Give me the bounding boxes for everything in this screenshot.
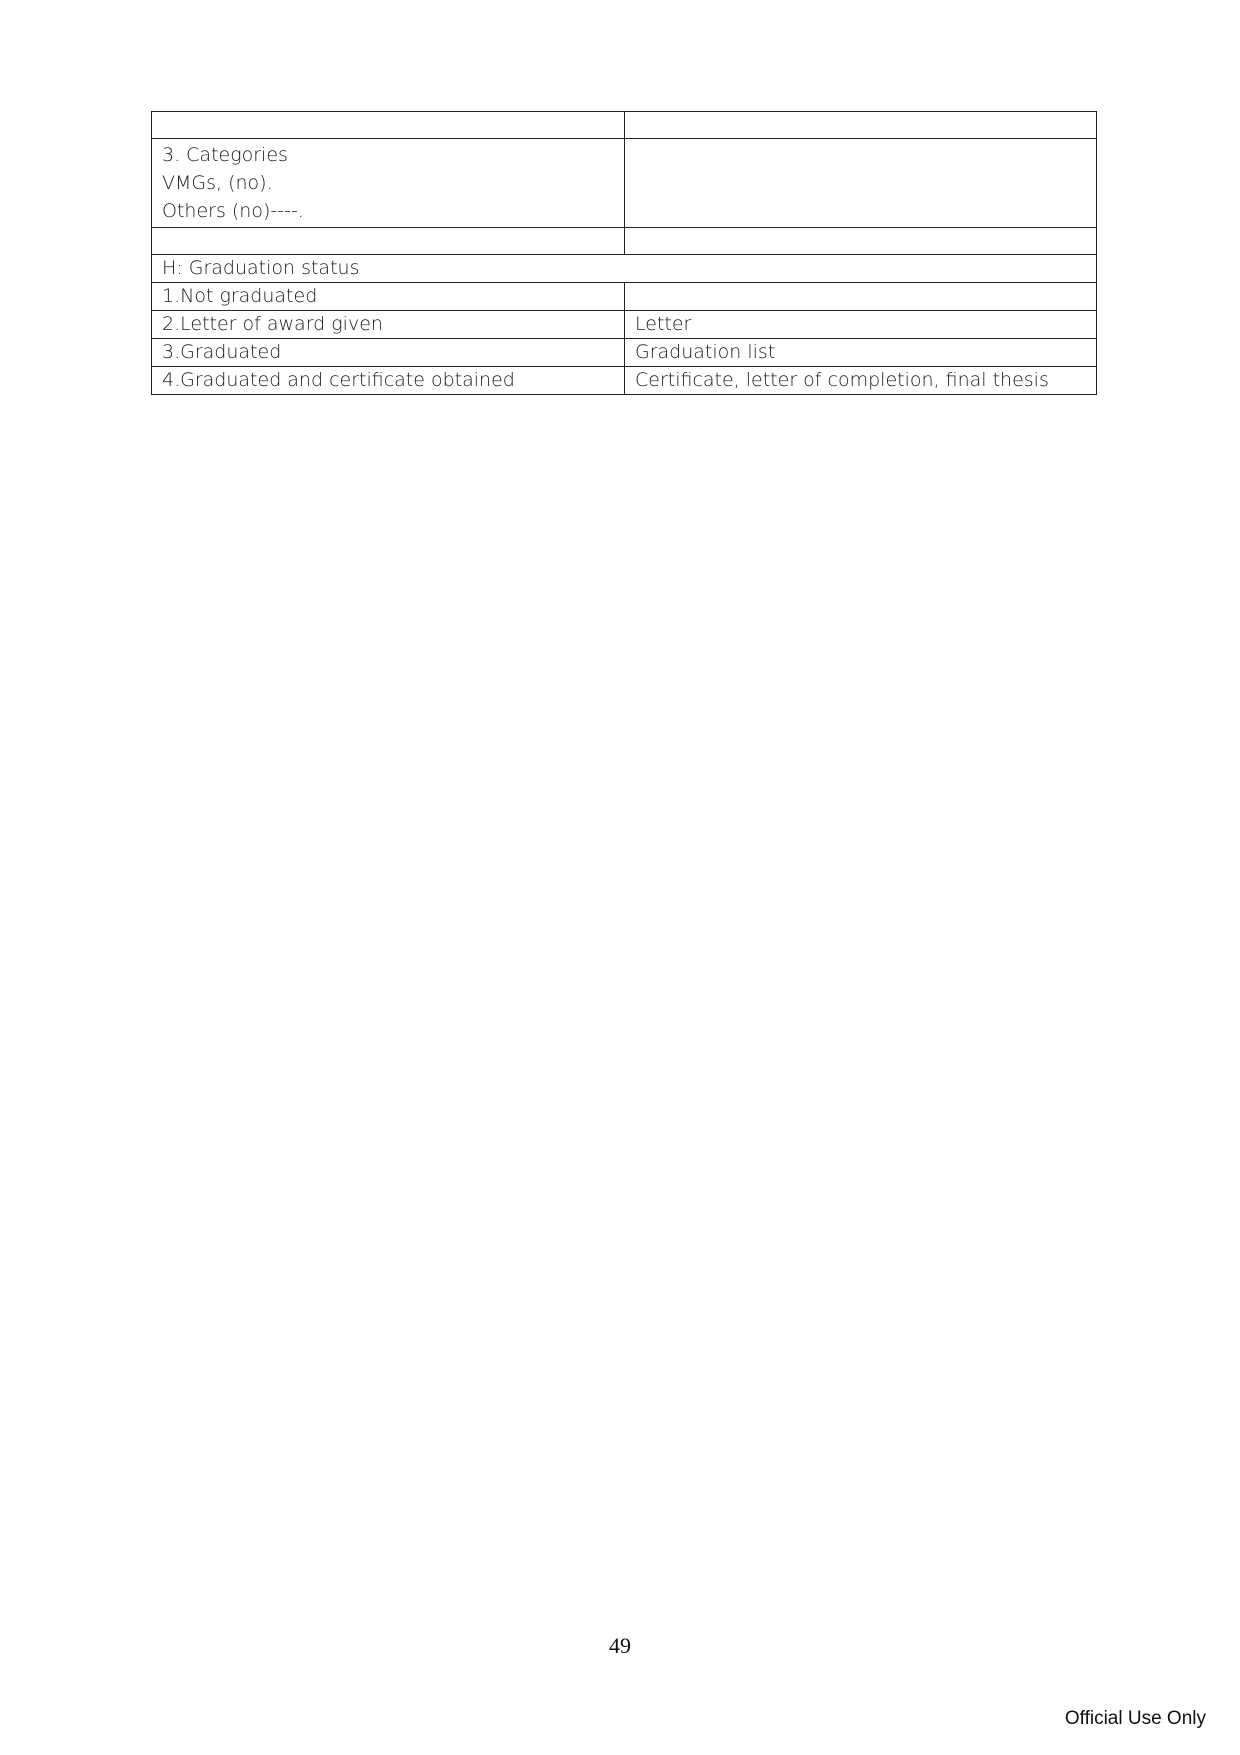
section-heading-cell: H: Graduation status (152, 255, 1097, 283)
table-cell (625, 228, 1097, 255)
table-row (152, 228, 1097, 255)
table-row (152, 311, 1097, 339)
table-row (152, 367, 1097, 395)
categories-heading: 3. Categories (162, 144, 288, 166)
evidence-cell: Graduation list (625, 339, 1097, 367)
page-number: 49 (609, 1633, 631, 1658)
status-label-cell: 3.Graduated (152, 339, 625, 367)
categories-cell (152, 139, 625, 228)
categories-others: Others (no)----. (162, 200, 304, 222)
table-cell (625, 139, 1097, 228)
table-row (152, 339, 1097, 367)
table-cell (152, 112, 625, 139)
table-cell (152, 228, 625, 255)
table-row (152, 139, 1097, 228)
status-label-cell: 1.Not graduated (152, 283, 625, 311)
evidence-cell: Certificate, letter of completion, final thesis (625, 367, 1097, 395)
status-label-cell: 2.Letter of award given (152, 311, 625, 339)
table-row (152, 283, 1097, 311)
graduation-table (151, 111, 1097, 395)
status-label-cell: 4.Graduated and certificate obtained (152, 367, 625, 395)
evidence-cell (625, 283, 1097, 311)
categories-vmgs: VMGs, (no). (162, 172, 273, 194)
table-row (152, 255, 1097, 283)
table-cell (625, 112, 1097, 139)
evidence-cell: Letter (625, 311, 1097, 339)
table-row (152, 112, 1097, 139)
classification-footer: Official Use Only (1064, 1708, 1206, 1729)
